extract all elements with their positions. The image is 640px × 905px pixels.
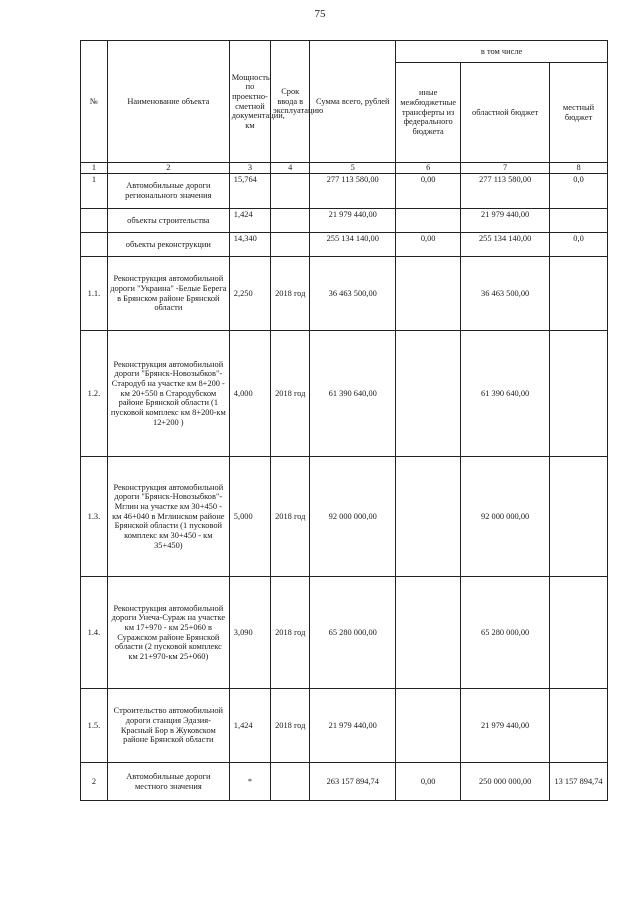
row-number: 1.3. [81,457,108,577]
federal-transfers: 0,00 [396,174,461,209]
federal-transfers [396,331,461,457]
page-number: 75 [314,8,326,20]
local-budget [550,331,608,457]
local-budget [550,577,608,689]
table-row [81,331,608,457]
regional-budget: 61 390 640,00 [461,331,550,457]
regional-budget: 65 280 000,00 [461,577,550,689]
column-index: 7 [461,163,550,174]
row-number: 1.1. [81,257,108,331]
column-index: 5 [310,163,396,174]
commissioning-term: 2018 год [271,457,310,577]
total-sum: 263 157 894,74 [310,763,396,801]
total-sum: 277 113 580,00 [310,174,396,209]
federal-transfers: 0,00 [396,763,461,801]
total-sum: 61 390 640,00 [310,331,396,457]
object-name: Реконструкция автомобильной дороги "Брянск-Новозыбков"-Стародуб на участке км 8+200 - км 20+550 в Стародубском районе Брянской области (1 пусковой комплекс км 8+200-км 12+200 ) [107,331,229,457]
object-name: Реконструкция автомобильной дороги Унеча-Сураж на участке км 17+970 - км 25+060 в Суражском районе Брянской области (2 пусковой комплекс км 21+970-км 25+060) [107,577,229,689]
header-number: № [81,41,108,163]
regional-budget: 92 000 000,00 [461,457,550,577]
capacity-value: 1,424 [229,689,270,763]
local-budget: 0,0 [550,174,608,209]
capacity-value: 4,000 [229,331,270,457]
federal-transfers [396,457,461,577]
column-index: 8 [550,163,608,174]
row-number: 2 [81,763,108,801]
header-including-group: в том числе [396,41,608,63]
commissioning-term: 2018 год [271,331,310,457]
capacity-value: 5,000 [229,457,270,577]
table-row [81,209,608,233]
column-index: 6 [396,163,461,174]
object-name: Автомобильные дороги местного значения [107,763,229,801]
capacity-value: * [229,763,270,801]
federal-transfers [396,689,461,763]
column-index: 3 [229,163,270,174]
column-index: 4 [271,163,310,174]
capacity-value: 14,340 [229,233,270,257]
table-row [81,763,608,801]
commissioning-term: 2018 год [271,257,310,331]
capacity-value: 1,424 [229,209,270,233]
table-row [81,233,608,257]
column-index: 1 [81,163,108,174]
regional-budget: 21 979 440,00 [461,209,550,233]
table-row [81,457,608,577]
regional-budget: 255 134 140,00 [461,233,550,257]
object-name: Реконструкция автомобильной дороги "Брянск-Новозыбков"-Мглин на участке км 30+450 - км 46+040 в Мглинском районе Брянской области (1 пусковой комплекс км 30+450 - км 35+450) [107,457,229,577]
object-name: Автомобильные дороги регионального значения [107,174,229,209]
regional-budget: 250 000 000,00 [461,763,550,801]
commissioning-term [271,209,310,233]
federal-transfers: 0,00 [396,233,461,257]
total-sum: 65 280 000,00 [310,577,396,689]
federal-transfers [396,209,461,233]
federal-transfers [396,577,461,689]
regional-budget: 21 979 440,00 [461,689,550,763]
header-regional-budget: областной бюджет [461,63,550,163]
local-budget [550,257,608,331]
table-row [81,174,608,209]
commissioning-term [271,174,310,209]
commissioning-term [271,763,310,801]
column-index: 2 [107,163,229,174]
row-number [81,209,108,233]
commissioning-term: 2018 год [271,577,310,689]
capacity-value: 2,250 [229,257,270,331]
header-capacity: Мощность по проектно-сметной документации, км [229,41,270,163]
object-name: Реконструкция автомобильной дороги "Украина" -Белые Берега в Брянском районе Брянской области [107,257,229,331]
total-sum: 255 134 140,00 [310,233,396,257]
commissioning-term [271,233,310,257]
total-sum: 92 000 000,00 [310,457,396,577]
table-row [81,577,608,689]
local-budget: 13 157 894,74 [550,763,608,801]
header-total-sum: Сумма всего, рублей [310,41,396,163]
local-budget [550,209,608,233]
capacity-value: 3,090 [229,577,270,689]
object-name: Строительство автомобильной дороги станция Эдазия-Красный Бор в Жуковском районе Брянской области [107,689,229,763]
header-federal-transfers: иные межбюджетные трансферты из федерального бюджета [396,63,461,163]
header-local-budget: местный бюджет [550,63,608,163]
object-name: объекты реконструкции [107,233,229,257]
row-number: 1.4. [81,577,108,689]
commissioning-term: 2018 год [271,689,310,763]
local-budget [550,689,608,763]
row-number: 1.5. [81,689,108,763]
total-sum: 21 979 440,00 [310,689,396,763]
table-row [81,689,608,763]
federal-transfers [396,257,461,331]
header-commissioning-term: Срок ввода в эксплуатацию [271,41,310,163]
local-budget [550,457,608,577]
regional-budget: 277 113 580,00 [461,174,550,209]
local-budget: 0,0 [550,233,608,257]
table-row [81,257,608,331]
row-number: 1.2. [81,331,108,457]
row-number: 1 [81,174,108,209]
regional-budget: 36 463 500,00 [461,257,550,331]
header-object-name: Наименование объекта [107,41,229,163]
row-number [81,233,108,257]
total-sum: 21 979 440,00 [310,209,396,233]
capacity-value: 15,764 [229,174,270,209]
total-sum: 36 463 500,00 [310,257,396,331]
objects-table [80,40,608,801]
object-name: объекты строительства [107,209,229,233]
